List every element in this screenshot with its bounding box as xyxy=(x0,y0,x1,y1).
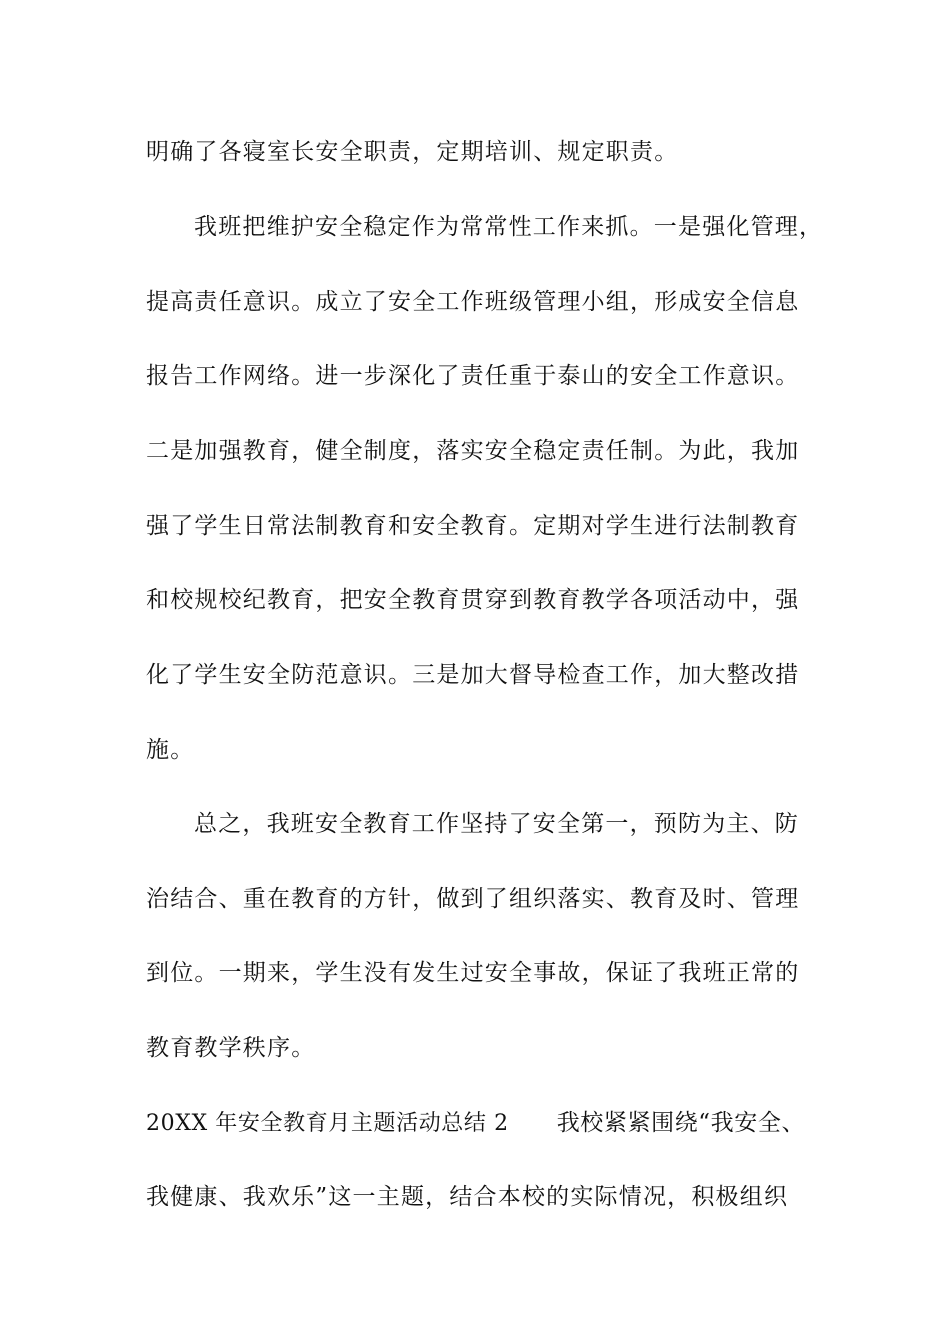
section-heading-line xyxy=(146,1108,826,1139)
paragraph-line: 总之，我班安全教育工作坚持了安全第一，预防为主、防 xyxy=(194,811,799,837)
paragraph-line: 报告工作网络。进一步深化了责任重于泰山的安全工作意识。 xyxy=(146,363,800,389)
paragraph-line: 提高责任意识。成立了安全工作班级管理小组，形成安全信息 xyxy=(146,289,800,315)
paragraph-line: 化了学生安全防范意识。三是加大督导检查工作，加大整改措 xyxy=(146,662,800,688)
paragraph-line: 我班把维护安全稳定作为常常性工作来抓。一是强化管理， xyxy=(194,214,824,240)
section-title: 20XX 年安全教育月主题活动总结 2 xyxy=(146,1111,509,1136)
paragraph-line: 治结合、重在教育的方针，做到了组织落实、教育及时、管理 xyxy=(146,886,800,912)
paragraph-line: 教育教学秩序。 xyxy=(146,1035,316,1061)
paragraph-line: 我健康、我欢乐”这一主题，结合本校的实际情况，积极组织 xyxy=(146,1184,789,1210)
paragraph-line: 到位。一期来，学生没有发生过安全事故，保证了我班正常的 xyxy=(146,960,800,986)
section-first-line: 我校紧紧围绕“我安全、 xyxy=(556,1110,806,1136)
paragraph-line: 强了学生日常法制教育和安全教育。定期对学生进行法制教育 xyxy=(146,513,800,539)
paragraph-line: 明确了各寝室长安全职责，定期培训、规定职责。 xyxy=(146,139,679,165)
paragraph-line: 和校规校纪教育，把安全教育贯穿到教育教学各项活动中，强 xyxy=(146,587,800,613)
paragraph-line: 施。 xyxy=(146,737,195,763)
paragraph-line: 二是加强教育，健全制度，落实安全稳定责任制。为此，我加 xyxy=(146,438,800,464)
